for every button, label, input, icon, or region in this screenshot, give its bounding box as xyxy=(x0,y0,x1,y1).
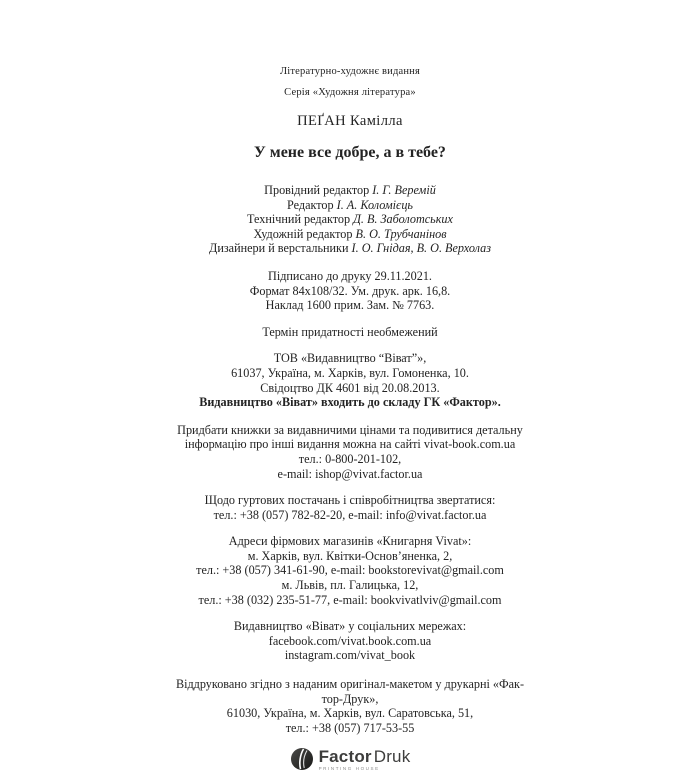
publisher-line: ТОВ «Видавництво “Віват”», xyxy=(273,351,427,366)
credit-person: І. А. Коломієць xyxy=(336,197,413,212)
wholesale-block xyxy=(0,493,700,522)
store-contacts: тел.: +38 (032) 235-51-77, e-mail: bookvivatlviv@gmail.com xyxy=(198,592,502,607)
factor-druk-icon xyxy=(290,747,314,771)
logo-word-factor: Factor xyxy=(318,746,372,766)
credit-line xyxy=(0,183,700,198)
credits-block xyxy=(0,183,700,256)
logo-text xyxy=(319,748,411,772)
stores-block xyxy=(0,534,700,607)
printer-block xyxy=(0,677,700,735)
printer-address: 61030, Україна, м. Харків, вул. Саратовська, 51, xyxy=(226,706,474,721)
print-info-block xyxy=(0,269,700,313)
credit-role: Технічний редактор xyxy=(247,212,354,227)
publisher-line: 61037, Україна, м. Харків, вул. Гомоненка, 10. xyxy=(231,365,469,380)
purchase-phone: тел.: 0-800-201-102, xyxy=(298,451,402,466)
printer-line: тор-Друк», xyxy=(321,691,379,706)
printer-phone: тел.: +38 (057) 717-53-55 xyxy=(285,720,415,735)
series-label: Серія «Художня література» xyxy=(284,87,416,98)
credit-line xyxy=(0,241,700,256)
social-header: Видавництво «Віват» у соціальних мережах: xyxy=(233,619,467,634)
credit-person: І. О. Гнідая, В. О. Верхолаз xyxy=(351,241,491,256)
credit-person: Д. В. Заболотських xyxy=(353,212,453,227)
publisher-block xyxy=(0,351,700,409)
author-name: ПЕҐАН Камілла xyxy=(297,113,403,129)
print-info-line: Наклад 1600 прим. Зам. № 7763. xyxy=(265,298,435,313)
publisher-line: Свідоцтво ДК 4601 від 20.08.2013. xyxy=(260,380,440,395)
store-address: м. Львів, пл. Галицька, 12, xyxy=(281,578,419,593)
purchase-line: інформацію про інші видання можна на сайті vivat-book.com.ua xyxy=(184,437,516,452)
publisher-group-note: Видавництво «Віват» входить до складу ГК «Фактор». xyxy=(199,395,501,410)
credit-line xyxy=(0,198,700,213)
social-block xyxy=(0,619,700,663)
book-title: У мене все добре, а в тебе? xyxy=(254,144,446,161)
wholesale-contacts: тел.: +38 (057) 782-82-20, e-mail: info@vivat.factor.ua xyxy=(213,507,487,522)
purchase-line: Придбати книжки за видавничими цінами та подивитися детальну xyxy=(177,422,523,437)
credit-person: І. Г. Веремій xyxy=(372,183,436,197)
factor-druk-logo xyxy=(290,747,411,771)
credit-line xyxy=(0,212,700,227)
purchase-info-block xyxy=(0,423,700,481)
shelf-life-block xyxy=(0,325,700,340)
facebook-link: facebook.com/vivat.book.com.ua xyxy=(268,633,432,648)
print-info-line: Формат 84х108/32. Ум. друк. арк. 16,8. xyxy=(249,283,451,298)
credit-role: Редактор xyxy=(287,197,337,212)
credit-person: В. О. Трубчанінов xyxy=(355,226,447,241)
shelf-life-note: Термін придатності необмежений xyxy=(262,324,438,339)
store-address: м. Харків, вул. Квітки-Основ’яненка, 2, xyxy=(247,548,453,563)
logo-word-druk: Druk xyxy=(373,746,411,766)
credit-role: Художній редактор xyxy=(253,226,356,241)
stores-header: Адреси фірмових магазинів «Книгарня Vivat»: xyxy=(228,534,472,549)
edition-type: Літературно-художнє видання xyxy=(279,66,421,77)
printer-line: Віддруковано згідно з наданим оригінал-макетом у друкарні «Фак- xyxy=(175,677,525,692)
credit-role: Провідний редактор xyxy=(264,183,373,197)
logo-subtext: PRINTING HOUSE xyxy=(318,765,380,771)
wholesale-line: Щодо гуртових постачань і співробітництва звертатися: xyxy=(204,493,496,508)
instagram-link: instagram.com/vivat_book xyxy=(284,648,416,663)
purchase-email: e-mail: ishop@vivat.factor.ua xyxy=(277,466,423,481)
print-info-line: Підписано до друку 29.11.2021. xyxy=(268,268,432,283)
store-contacts: тел.: +38 (057) 341-61-90, e-mail: bookstorevivat@gmail.com xyxy=(196,563,504,578)
credit-role: Дизайнери й верстальники xyxy=(209,241,352,256)
credit-line xyxy=(0,227,700,242)
